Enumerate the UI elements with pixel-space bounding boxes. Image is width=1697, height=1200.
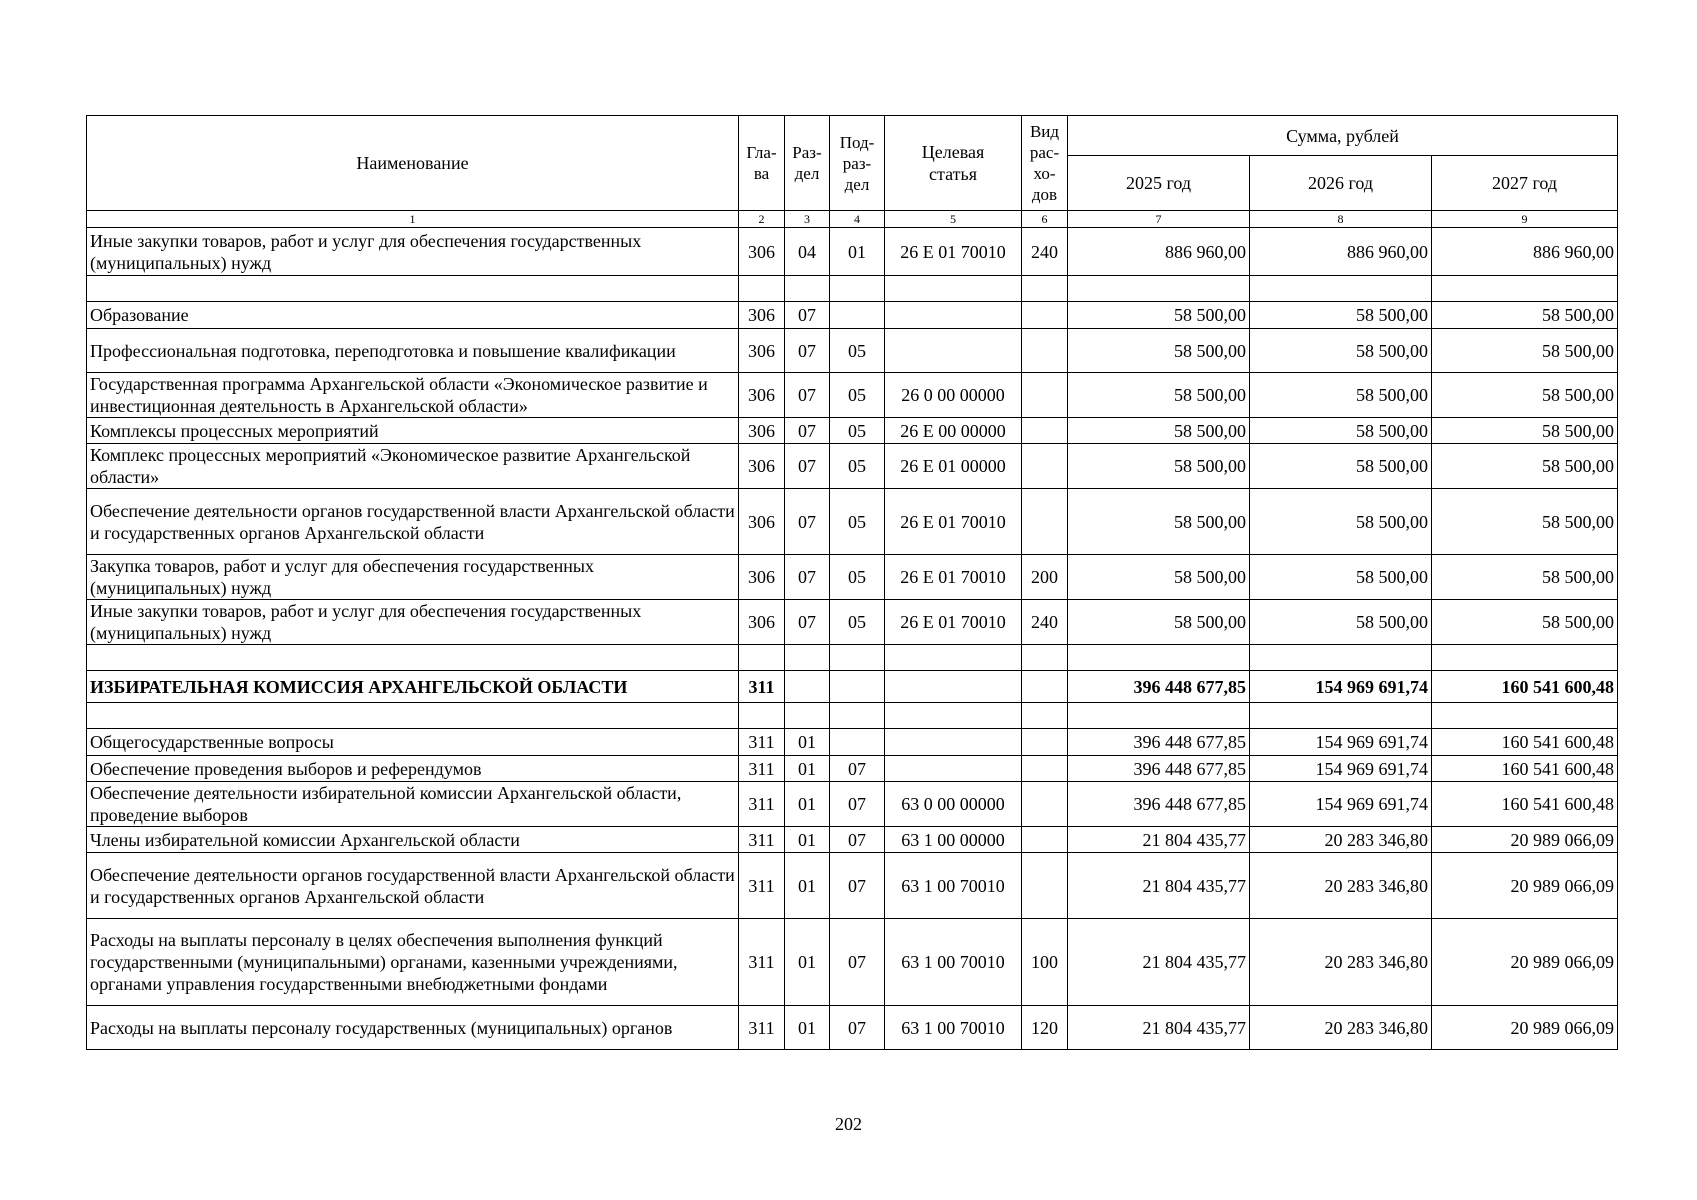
row-sum-2025: 21 804 435,77 — [1068, 1006, 1250, 1050]
row-podrazdel: 01 — [830, 228, 885, 276]
row-sum-2027: 20 989 066,09 — [1432, 919, 1618, 1006]
row-sum-2026: 58 500,00 — [1250, 555, 1432, 600]
table-row — [87, 827, 1618, 853]
col-number: 2 — [739, 211, 785, 228]
row-expense-type: 240 — [1022, 600, 1068, 645]
row-razdel: 07 — [785, 489, 830, 555]
table-row — [87, 329, 1618, 373]
row-expense-type — [1022, 329, 1068, 373]
row-target-article: 63 1 00 70010 — [885, 1006, 1022, 1050]
row-podrazdel: 05 — [830, 600, 885, 645]
row-expense-type — [1022, 276, 1068, 302]
row-name — [87, 703, 739, 729]
table-row — [87, 1006, 1618, 1050]
row-glava — [739, 276, 785, 302]
table-row — [87, 600, 1618, 645]
row-target-article: 26 Е 01 70010 — [885, 555, 1022, 600]
row-sum-2027: 160 541 600,48 — [1432, 756, 1618, 782]
table-row — [87, 782, 1618, 827]
row-sum-2025: 58 500,00 — [1068, 600, 1250, 645]
row-razdel: 01 — [785, 729, 830, 756]
row-razdel: 01 — [785, 853, 830, 919]
row-target-article — [885, 703, 1022, 729]
row-podrazdel — [830, 729, 885, 756]
row-sum-2025: 58 500,00 — [1068, 489, 1250, 555]
row-sum-2027: 20 989 066,09 — [1432, 1006, 1618, 1050]
row-glava: 306 — [739, 228, 785, 276]
row-expense-type — [1022, 782, 1068, 827]
row-sum-2025: 396 448 677,85 — [1068, 782, 1250, 827]
col-number: 7 — [1068, 211, 1250, 228]
row-glava: 306 — [739, 600, 785, 645]
column-numbers-row — [87, 211, 1618, 228]
table-row — [87, 418, 1618, 444]
header-target: Целевая статья — [885, 116, 1022, 211]
row-sum-2026 — [1250, 703, 1432, 729]
row-sum-2027: 886 960,00 — [1432, 228, 1618, 276]
row-podrazdel: 07 — [830, 919, 885, 1006]
header-podrazdel: Под- раз- дел — [830, 116, 885, 211]
row-name: Обеспечение деятельности органов государственной власти Архангельской области и государственных органов Архангельской области — [87, 489, 739, 555]
row-podrazdel: 05 — [830, 373, 885, 418]
table-row — [87, 228, 1618, 276]
row-razdel: 01 — [785, 782, 830, 827]
row-sum-2025: 58 500,00 — [1068, 329, 1250, 373]
table-row — [87, 373, 1618, 418]
row-target-article — [885, 645, 1022, 671]
row-sum-2026: 20 283 346,80 — [1250, 853, 1432, 919]
row-sum-2026: 20 283 346,80 — [1250, 1006, 1432, 1050]
row-podrazdel: 05 — [830, 444, 885, 489]
row-name: Расходы на выплаты персоналу в целях обеспечения выполнения функций государственными (муниципальными) органами, казенными учреждениями, органами управления государственными внебюджетными фондами — [87, 919, 739, 1006]
row-podrazdel: 05 — [830, 418, 885, 444]
row-sum-2026: 20 283 346,80 — [1250, 827, 1432, 853]
table-row — [87, 555, 1618, 600]
row-name — [87, 276, 739, 302]
budget-table — [86, 115, 1618, 1050]
row-target-article: 63 0 00 00000 — [885, 782, 1022, 827]
col-number: 1 — [87, 211, 739, 228]
row-sum-2027: 160 541 600,48 — [1432, 782, 1618, 827]
table-body — [87, 228, 1618, 1050]
row-podrazdel: 07 — [830, 756, 885, 782]
col-number: 5 — [885, 211, 1022, 228]
row-target-article: 63 1 00 00000 — [885, 827, 1022, 853]
table-row — [87, 729, 1618, 756]
row-sum-2026: 154 969 691,74 — [1250, 729, 1432, 756]
row-razdel: 07 — [785, 600, 830, 645]
row-sum-2025: 58 500,00 — [1068, 302, 1250, 329]
row-target-article — [885, 329, 1022, 373]
row-razdel: 07 — [785, 373, 830, 418]
header-glava: Гла- ва — [739, 116, 785, 211]
row-glava: 306 — [739, 302, 785, 329]
row-glava: 306 — [739, 489, 785, 555]
col-number: 3 — [785, 211, 830, 228]
row-razdel: 01 — [785, 756, 830, 782]
row-sum-2025: 21 804 435,77 — [1068, 919, 1250, 1006]
row-expense-type — [1022, 489, 1068, 555]
row-sum-2025: 396 448 677,85 — [1068, 729, 1250, 756]
table-row — [87, 703, 1618, 729]
row-podrazdel: 07 — [830, 1006, 885, 1050]
row-glava — [739, 703, 785, 729]
row-sum-2026: 154 969 691,74 — [1250, 782, 1432, 827]
row-sum-2026: 154 969 691,74 — [1250, 671, 1432, 703]
row-podrazdel — [830, 645, 885, 671]
row-sum-2025: 21 804 435,77 — [1068, 853, 1250, 919]
row-expense-type — [1022, 671, 1068, 703]
row-sum-2027: 58 500,00 — [1432, 302, 1618, 329]
row-glava: 311 — [739, 919, 785, 1006]
row-name: Профессиональная подготовка, переподготовка и повышение квалификации — [87, 329, 739, 373]
row-target-article: 26 Е 01 00000 — [885, 444, 1022, 489]
row-podrazdel — [830, 671, 885, 703]
row-sum-2026: 58 500,00 — [1250, 418, 1432, 444]
row-target-article: 26 Е 01 70010 — [885, 228, 1022, 276]
row-sum-2025: 58 500,00 — [1068, 373, 1250, 418]
row-sum-2027: 58 500,00 — [1432, 444, 1618, 489]
header-razdel: Раз- дел — [785, 116, 830, 211]
col-number: 4 — [830, 211, 885, 228]
row-podrazdel: 07 — [830, 782, 885, 827]
header-2025: 2025 год — [1068, 156, 1250, 211]
table-header — [87, 116, 1618, 228]
row-razdel: 07 — [785, 418, 830, 444]
table-row — [87, 444, 1618, 489]
row-glava: 306 — [739, 444, 785, 489]
header-2027: 2027 год — [1432, 156, 1618, 211]
row-name: Члены избирательной комиссии Архангельской области — [87, 827, 739, 853]
row-expense-type: 240 — [1022, 228, 1068, 276]
row-podrazdel — [830, 276, 885, 302]
row-name: Расходы на выплаты персоналу государственных (муниципальных) органов — [87, 1006, 739, 1050]
table-row — [87, 671, 1618, 703]
row-razdel: 07 — [785, 329, 830, 373]
row-name: Обеспечение проведения выборов и референдумов — [87, 756, 739, 782]
row-sum-2027 — [1432, 703, 1618, 729]
row-sum-2025: 886 960,00 — [1068, 228, 1250, 276]
row-sum-2027: 20 989 066,09 — [1432, 827, 1618, 853]
col-number: 8 — [1250, 211, 1432, 228]
row-sum-2025: 396 448 677,85 — [1068, 756, 1250, 782]
row-sum-2025 — [1068, 703, 1250, 729]
row-sum-2027: 160 541 600,48 — [1432, 729, 1618, 756]
row-glava: 311 — [739, 1006, 785, 1050]
row-expense-type — [1022, 302, 1068, 329]
row-sum-2026 — [1250, 276, 1432, 302]
row-glava — [739, 645, 785, 671]
row-sum-2025: 58 500,00 — [1068, 418, 1250, 444]
header-vid: Вид рас- хо- дов — [1022, 116, 1068, 211]
row-glava: 306 — [739, 329, 785, 373]
row-podrazdel: 07 — [830, 853, 885, 919]
row-razdel: 01 — [785, 827, 830, 853]
row-target-article: 26 Е 01 70010 — [885, 489, 1022, 555]
row-expense-type — [1022, 444, 1068, 489]
row-podrazdel: 07 — [830, 827, 885, 853]
row-sum-2025: 58 500,00 — [1068, 555, 1250, 600]
row-podrazdel — [830, 703, 885, 729]
row-target-article: 26 0 00 00000 — [885, 373, 1022, 418]
row-sum-2025 — [1068, 276, 1250, 302]
table-row — [87, 302, 1618, 329]
row-sum-2027: 58 500,00 — [1432, 329, 1618, 373]
row-name: ИЗБИРАТЕЛЬНАЯ КОМИССИЯ АРХАНГЕЛЬСКОЙ ОБЛАСТИ — [87, 671, 739, 703]
row-glava: 306 — [739, 373, 785, 418]
row-sum-2026: 886 960,00 — [1250, 228, 1432, 276]
row-sum-2027: 160 541 600,48 — [1432, 671, 1618, 703]
row-sum-2027 — [1432, 276, 1618, 302]
row-expense-type — [1022, 645, 1068, 671]
row-sum-2026: 58 500,00 — [1250, 302, 1432, 329]
row-razdel: 07 — [785, 444, 830, 489]
col-number: 6 — [1022, 211, 1068, 228]
header-name: Наименование — [87, 116, 739, 211]
row-name — [87, 645, 739, 671]
row-sum-2025: 21 804 435,77 — [1068, 827, 1250, 853]
row-razdel — [785, 671, 830, 703]
row-name: Комплексы процессных мероприятий — [87, 418, 739, 444]
row-target-article: 26 Е 00 00000 — [885, 418, 1022, 444]
row-sum-2026: 58 500,00 — [1250, 444, 1432, 489]
row-razdel: 07 — [785, 302, 830, 329]
row-target-article — [885, 302, 1022, 329]
table-row — [87, 489, 1618, 555]
page-number: 202 — [835, 1114, 862, 1134]
row-sum-2027 — [1432, 645, 1618, 671]
row-razdel — [785, 276, 830, 302]
row-sum-2025 — [1068, 645, 1250, 671]
row-expense-type: 120 — [1022, 1006, 1068, 1050]
row-name: Иные закупки товаров, работ и услуг для обеспечения государственных (муниципальных) нужд — [87, 228, 739, 276]
row-expense-type: 200 — [1022, 555, 1068, 600]
row-sum-2026: 20 283 346,80 — [1250, 919, 1432, 1006]
row-expense-type — [1022, 827, 1068, 853]
row-expense-type — [1022, 729, 1068, 756]
budget-table-container — [86, 115, 1618, 1050]
row-razdel — [785, 645, 830, 671]
header-sum: Сумма, рублей — [1068, 116, 1618, 156]
table-row — [87, 853, 1618, 919]
row-razdel: 01 — [785, 919, 830, 1006]
row-glava: 311 — [739, 756, 785, 782]
row-sum-2026: 154 969 691,74 — [1250, 756, 1432, 782]
row-sum-2027: 58 500,00 — [1432, 555, 1618, 600]
row-glava: 311 — [739, 853, 785, 919]
row-sum-2025: 58 500,00 — [1068, 444, 1250, 489]
row-sum-2026: 58 500,00 — [1250, 600, 1432, 645]
row-name: Общегосударственные вопросы — [87, 729, 739, 756]
row-glava: 311 — [739, 671, 785, 703]
row-sum-2027: 58 500,00 — [1432, 600, 1618, 645]
row-glava: 311 — [739, 827, 785, 853]
row-glava: 311 — [739, 729, 785, 756]
row-razdel: 04 — [785, 228, 830, 276]
row-target-article — [885, 729, 1022, 756]
row-name: Закупка товаров, работ и услуг для обеспечения государственных (муниципальных) нужд — [87, 555, 739, 600]
row-expense-type — [1022, 418, 1068, 444]
row-name: Комплекс процессных мероприятий «Экономическое развитие Архангельской области» — [87, 444, 739, 489]
row-target-article — [885, 756, 1022, 782]
header-2026: 2026 год — [1250, 156, 1432, 211]
row-sum-2027: 20 989 066,09 — [1432, 853, 1618, 919]
row-sum-2027: 58 500,00 — [1432, 418, 1618, 444]
row-sum-2027: 58 500,00 — [1432, 373, 1618, 418]
row-target-article — [885, 671, 1022, 703]
row-name: Обеспечение деятельности органов государственной власти Архангельской области и государственных органов Архангельской области — [87, 853, 739, 919]
row-expense-type — [1022, 853, 1068, 919]
table-row — [87, 919, 1618, 1006]
row-sum-2026: 58 500,00 — [1250, 373, 1432, 418]
row-sum-2025: 396 448 677,85 — [1068, 671, 1250, 703]
row-name: Иные закупки товаров, работ и услуг для обеспечения государственных (муниципальных) нужд — [87, 600, 739, 645]
col-number: 9 — [1432, 211, 1618, 228]
row-podrazdel: 05 — [830, 555, 885, 600]
row-razdel — [785, 703, 830, 729]
row-sum-2027: 58 500,00 — [1432, 489, 1618, 555]
row-sum-2026: 58 500,00 — [1250, 489, 1432, 555]
row-expense-type — [1022, 703, 1068, 729]
row-podrazdel: 05 — [830, 489, 885, 555]
row-razdel: 01 — [785, 1006, 830, 1050]
row-glava: 311 — [739, 782, 785, 827]
row-podrazdel: 05 — [830, 329, 885, 373]
row-glava: 306 — [739, 418, 785, 444]
row-name: Обеспечение деятельности избирательной комиссии Архангельской области, проведение выборов — [87, 782, 739, 827]
row-target-article: 63 1 00 70010 — [885, 919, 1022, 1006]
row-podrazdel — [830, 302, 885, 329]
row-expense-type — [1022, 373, 1068, 418]
row-name: Государственная программа Архангельской области «Экономическое развитие и инвестиционная деятельность в Архангельской области» — [87, 373, 739, 418]
row-sum-2026: 58 500,00 — [1250, 329, 1432, 373]
row-name: Образование — [87, 302, 739, 329]
table-row — [87, 276, 1618, 302]
row-glava: 306 — [739, 555, 785, 600]
row-sum-2026 — [1250, 645, 1432, 671]
row-target-article — [885, 276, 1022, 302]
row-razdel: 07 — [785, 555, 830, 600]
row-expense-type: 100 — [1022, 919, 1068, 1006]
table-row — [87, 645, 1618, 671]
row-target-article: 26 Е 01 70010 — [885, 600, 1022, 645]
table-row — [87, 756, 1618, 782]
row-target-article: 63 1 00 70010 — [885, 853, 1022, 919]
row-expense-type — [1022, 756, 1068, 782]
